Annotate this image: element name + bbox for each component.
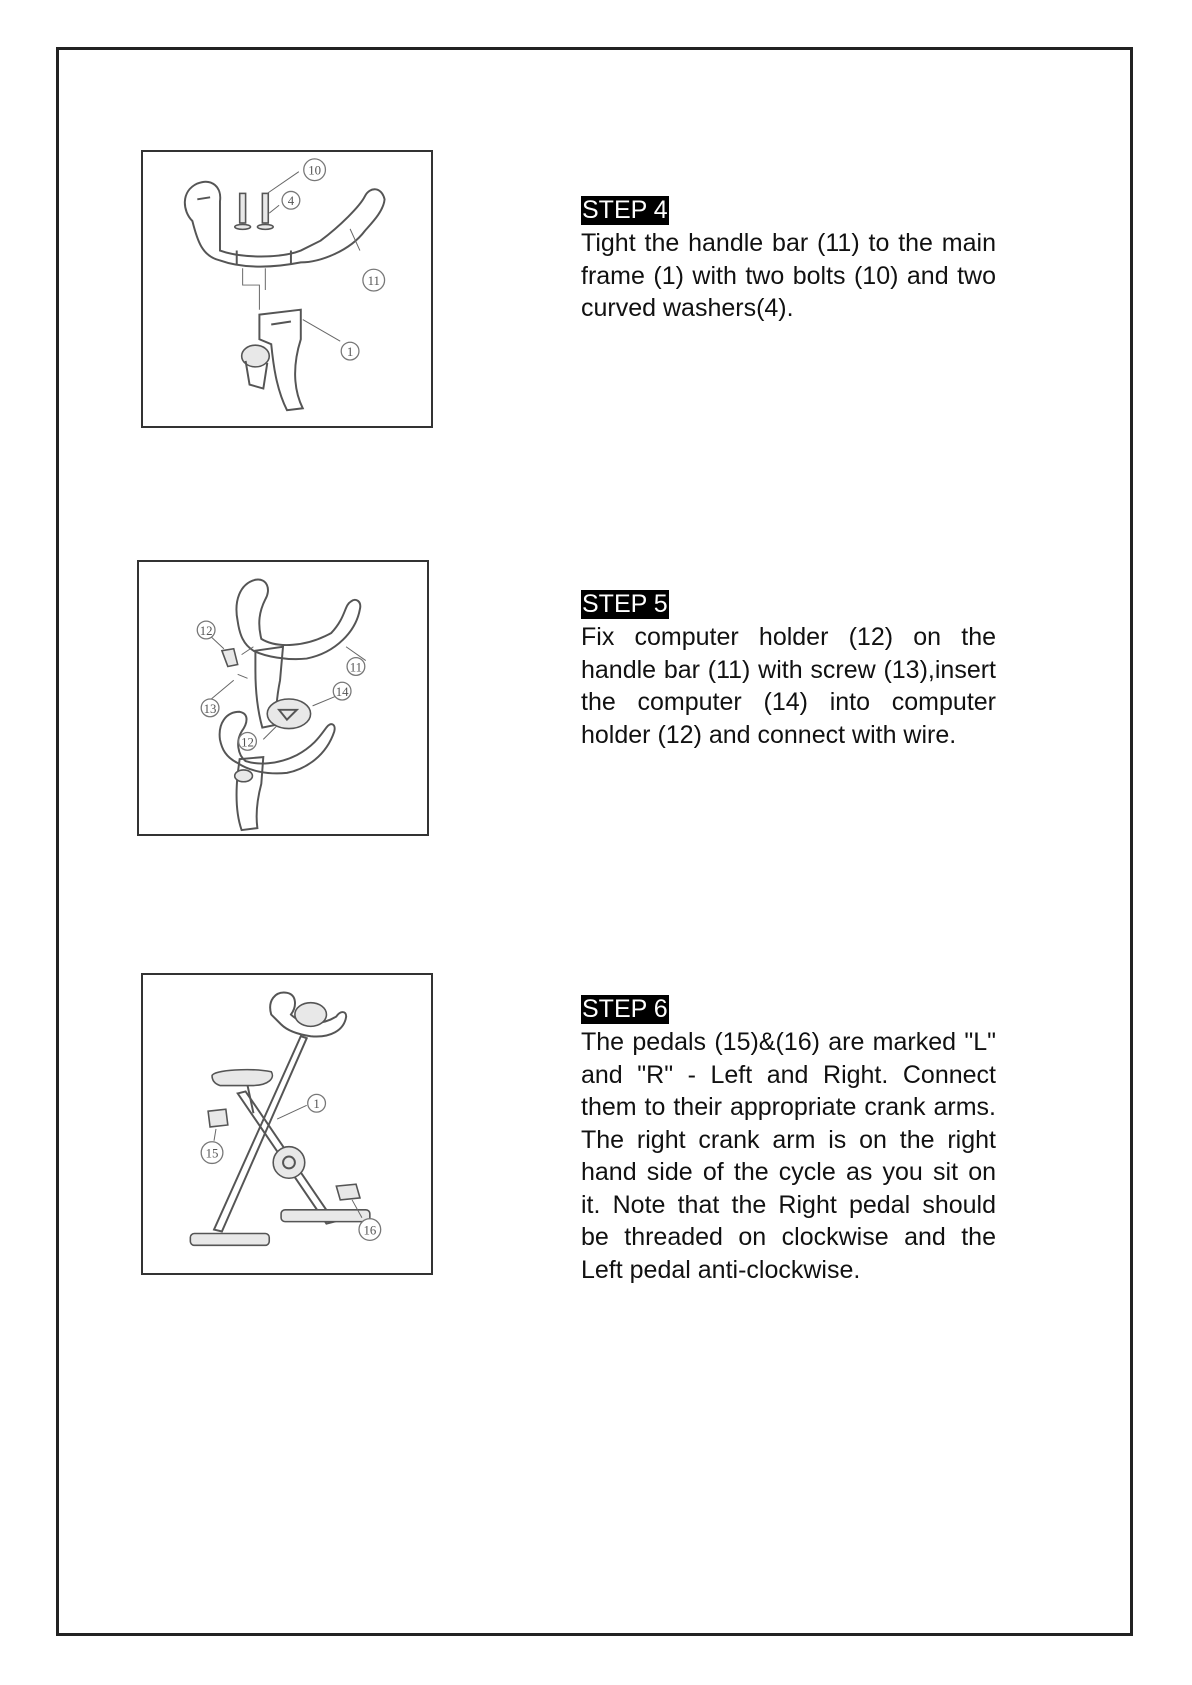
callout-12-upper xyxy=(197,621,215,639)
callout-4 xyxy=(282,191,300,209)
step-5-block xyxy=(581,590,996,751)
callout-14 xyxy=(333,682,351,700)
pedal-installation-illustration xyxy=(143,975,431,1273)
step-6-block xyxy=(581,995,996,1286)
callout-11 xyxy=(363,269,385,291)
svg-text:10: 10 xyxy=(308,163,321,178)
step-4-diagram xyxy=(141,150,433,428)
step-5-diagram xyxy=(137,560,429,836)
step-5-heading: STEP 5 xyxy=(582,590,668,618)
callout-10 xyxy=(304,159,326,181)
callout-13 xyxy=(201,699,219,717)
svg-text:12: 12 xyxy=(241,735,254,750)
callout-16 xyxy=(359,1219,381,1241)
callout-12-lower xyxy=(239,732,257,750)
svg-text:1: 1 xyxy=(346,345,354,360)
svg-text:11: 11 xyxy=(349,660,363,675)
svg-text:11: 11 xyxy=(367,274,380,289)
callout-1 xyxy=(308,1094,326,1112)
step-4-text: Tight the handle bar (11) to the main frame (1) with two bolts (10) and two curved washers(4). xyxy=(581,229,996,322)
svg-text:12: 12 xyxy=(199,623,213,638)
svg-text:16: 16 xyxy=(363,1223,377,1238)
step-5-text: Fix computer holder (12) on the handle bar (11) with screw (13),insert the computer (14) into computer holder (12) and connect with wire. xyxy=(581,623,996,749)
svg-text:1: 1 xyxy=(313,1097,320,1112)
handlebar-assembly-illustration xyxy=(143,152,431,426)
svg-text:13: 13 xyxy=(203,701,217,716)
step-4-heading: STEP 4 xyxy=(582,196,668,224)
svg-text:14: 14 xyxy=(335,685,349,700)
step-6-text: The pedals (15)&(16) are marked "L" and "R" - Left and Right. Connect them to their appropriate crank arms. The right crank arm is on the right hand side of the cycle as you sit on it. Note that the Right pedal should be threaded on clockwise and the Left pedal anti-clockwise. xyxy=(581,1028,996,1284)
svg-text:4: 4 xyxy=(287,194,295,209)
callout-1 xyxy=(341,342,359,360)
step-4-block xyxy=(581,196,996,325)
step-6-diagram xyxy=(141,973,433,1275)
computer-holder-illustration xyxy=(139,562,427,834)
step-6-heading: STEP 6 xyxy=(582,995,668,1023)
callout-15 xyxy=(201,1142,223,1164)
svg-text:15: 15 xyxy=(205,1146,219,1161)
callout-11 xyxy=(347,658,365,676)
